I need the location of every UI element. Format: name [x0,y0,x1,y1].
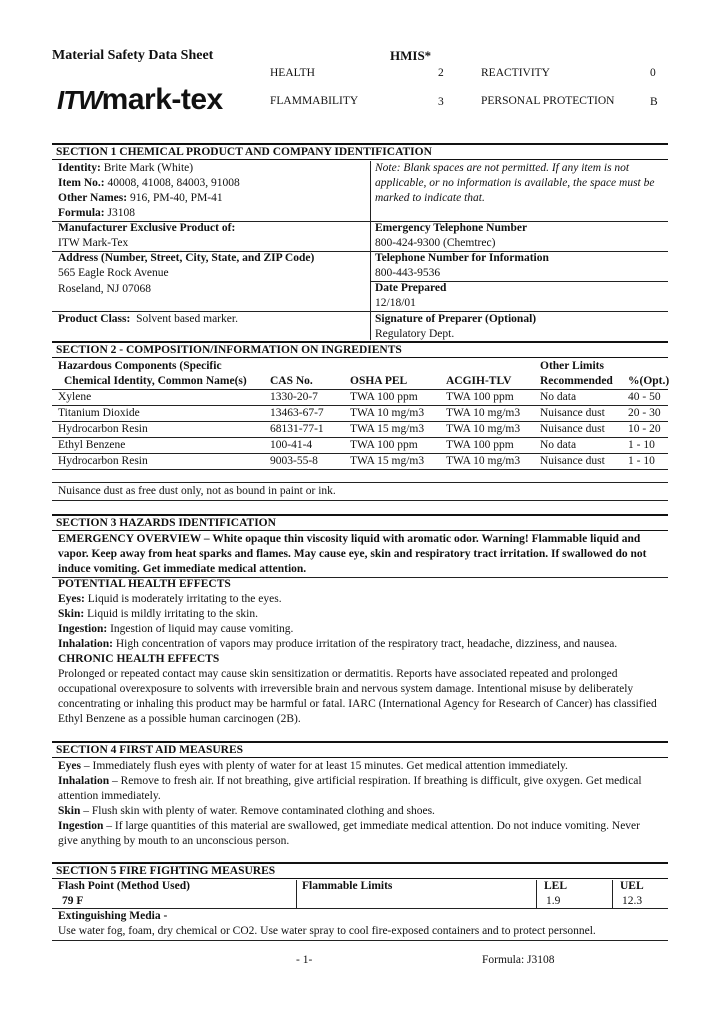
first-aid-inhalation [58,774,670,790]
first-aid-skin-text: – Flush skin with plenty of water. Remove contaminated clothing and shoes. [80,805,435,817]
item-label: Item No.: [58,177,105,189]
divider [52,940,668,941]
section-5-header [52,862,668,879]
hmis-health-value: 2 [438,67,444,79]
col-header-pct: %(Opt.) [628,375,670,387]
chronic-line-4: Ethyl Benzene as a possible human carcinogen (2B). [58,713,301,725]
hmis-reactivity-value: 0 [650,67,656,79]
preparer-value: Regulatory Dept. [375,328,455,340]
inhalation-label: Inhalation: [58,638,113,650]
emergency-value: 800-424-9300 (Chemtrec) [375,237,496,249]
note-line-3: marked to indicate that. [375,192,485,204]
item-value: 40008, 41008, 84003, 91008 [107,177,240,189]
section-1-title: SECTION 1 CHEMICAL PRODUCT AND COMPANY IDENTIFICATION [56,146,432,158]
ingestion-text: Ingestion of liquid may cause vomiting. [107,623,294,635]
first-aid-skin [58,804,670,820]
ingredient-cas: 68131-77-1 [270,423,324,435]
emergency-overview-2: vapor. Keep away from heat sparks and flames. May cause eye, skin and respiratory tract irritation. If swallowed do not [58,548,647,560]
emergency-label: Emergency Telephone Number [375,222,528,234]
inhalation-text: High concentration of vapors may produce irritation of the respiratory tract, headache, dizziness, and nausea. [112,638,618,650]
note-line-1: Note: Blank spaces are not permitted. If any item is not [375,162,630,174]
skin-effect [58,607,670,623]
date-value: 12/18/01 [375,297,416,309]
ingredient-osha: TWA 15 mg/m3 [350,423,425,435]
col-header-other-2: Recommended [540,375,613,387]
ingredient-other: No data [540,439,577,451]
address-line-1: 565 Eagle Rock Avenue [58,267,169,279]
hmis-ppe-label: PERSONAL PROTECTION [481,95,615,107]
uel-value: 12.3 [622,895,643,907]
ingredient-pct: 10 - 20 [628,423,661,435]
hmis-health-label: HEALTH [270,67,315,79]
ingredient-acgih: TWA 10 mg/m3 [446,423,521,435]
eyes-effect [58,592,670,608]
hmis-ppe-value: B [650,96,658,108]
ingredient-name: Hydrocarbon Resin [58,455,148,467]
col-header-acgih: ACGIH-TLV [446,375,512,387]
first-aid-inhalation-text: – Remove to fresh air. If not breathing, give artificial respiration. If breathing is difficult, give oxygen. Get medical [109,775,642,787]
emergency-overview-1: EMERGENCY OVERVIEW – White opaque thin viscosity liquid with aromatic odor. Warning! Flammable liquid and [58,533,641,545]
item-row [58,176,240,191]
product-class-label: Product Class: [58,313,131,325]
hmis-title: HMIS* [390,48,432,63]
section-4-header [52,741,668,758]
ingredient-name: Hydrocarbon Resin [58,423,148,435]
chronic-line-2: occupational overexposure to solvents with irreversible brain and nervous system damage. Intentional misuse by deliberately [58,683,634,695]
col-header-other-1: Other Limits [540,360,604,372]
formula-value: J3108 [107,207,135,219]
ingredient-pct: 20 - 30 [628,407,661,419]
chronic-line-3: concentrating or inhaling this product may be harmful or fatal. IARC (International Agency for Research of Cancer) has classified [58,698,657,710]
other-names-value: 916, PM-40, PM-41 [129,192,223,204]
section-4-title: SECTION 4 FIRST AID MEASURES [56,744,244,756]
info-phone-label: Telephone Number for Information [375,252,549,264]
ingredient-name: Xylene [58,391,92,403]
ingredient-osha: TWA 100 ppm [350,439,418,451]
col-header-components-2: Chemical Identity, Common Name(s) [64,375,247,387]
identity-value: Brite Mark (White) [103,162,194,174]
first-aid-eyes-label: Eyes [58,760,81,772]
first-aid-eyes [58,759,670,775]
preparer-label: Signature of Preparer (Optional) [375,313,537,325]
ingredient-osha: TWA 10 mg/m3 [350,407,425,419]
ingredient-other: Nuisance dust [540,423,605,435]
itw-mark-tex-logo [57,84,223,116]
ingredient-osha: TWA 100 ppm [350,391,418,403]
emergency-overview-3: induce vomiting. Get immediate medical attention. [58,563,307,575]
formula-label: Formula: [58,207,105,219]
date-label: Date Prepared [375,282,447,294]
ingredient-acgih: TWA 10 mg/m3 [446,407,521,419]
ingestion-label: Ingestion: [58,623,108,635]
uel-label: UEL [620,880,644,892]
extinguishing-media-label: Extinguishing Media - [58,910,168,922]
col-header-cas: CAS No. [270,375,313,387]
chronic-health-heading: CHRONIC HEALTH EFFECTS [58,653,220,665]
first-aid-ingestion-cont: give anything by mouth to an unconscious person. [58,835,290,847]
eyes-label: Eyes: [58,593,85,605]
product-class-row [58,312,238,327]
ingredient-cas: 9003-55-8 [270,455,318,467]
section-2-title: SECTION 2 - COMPOSITION/INFORMATION ON INGREDIENTS [56,344,402,356]
first-aid-eyes-text: – Immediately flush eyes with plenty of water for at least 15 minutes. Get medical attention immediately. [81,760,568,772]
hmis-reactivity-label: REACTIVITY [481,67,550,79]
lel-label: LEL [544,880,568,892]
ingredient-pct: 40 - 50 [628,391,661,403]
divider [612,880,613,908]
ingredient-cas: 13463-67-7 [270,407,324,419]
ingredient-name: Titanium Dioxide [58,407,140,419]
first-aid-ingestion-text: – If large quantities of this material are swallowed, get immediate medical attention. Do not induce vomiting. Never [103,820,640,832]
product-class-value: Solvent based marker. [136,313,238,325]
hmis-flammability-value: 3 [438,96,444,108]
flash-point-label: Flash Point (Method Used) [58,880,190,892]
ingredient-pct: 1 - 10 [628,455,655,467]
logo-itw: ITW [57,85,102,115]
section-2-header [52,341,668,358]
identity-row [58,161,193,176]
divider [52,469,668,470]
logo-mark-tex: mark-tex [101,83,223,116]
col-header-osha: OSHA PEL [350,375,408,387]
ingredient-acgih: TWA 100 ppm [446,391,514,403]
first-aid-skin-label: Skin [58,805,81,817]
eyes-text: Liquid is moderately irritating to the eyes. [84,593,282,605]
exclusive-value: ITW Mark-Tex [58,237,129,249]
note-line-2: applicable, or no information is available, the space must be [375,177,655,189]
page-number: - 1- [296,954,313,966]
skin-label: Skin: [58,608,85,620]
exclusive-label: Manufacturer Exclusive Product of: [58,222,236,234]
identity-label: Identity: [58,162,101,174]
first-aid-inhalation-label: Inhalation [58,775,110,787]
ingestion-effect [58,622,670,638]
section-1-header [52,143,668,160]
ingredient-acgih: TWA 10 mg/m3 [446,455,521,467]
ingredient-cas: 1330-20-7 [270,391,318,403]
flammable-limits-label: Flammable Limits [302,880,393,892]
flash-point-value: 79 F [62,895,84,907]
chronic-line-1: Prolonged or repeated contact may cause skin sensitization or dermatitis. Reports have associated repeated and prolonged [58,668,618,680]
other-names-row [58,191,223,206]
address-label: Address (Number, Street, City, State, and ZIP Code) [58,252,315,264]
ingredient-other: Nuisance dust [540,407,605,419]
ingredient-name: Ethyl Benzene [58,439,126,451]
potential-health-heading: POTENTIAL HEALTH EFFECTS [58,578,231,590]
skin-text: Liquid is mildly irritating to the skin. [84,608,258,620]
section-3-title: SECTION 3 HAZARDS IDENTIFICATION [56,517,276,529]
section-3-header [52,514,668,531]
formula-row [58,206,135,221]
ingredient-other: Nuisance dust [540,455,605,467]
info-phone-value: 800-443-9536 [375,267,441,279]
ingredient-acgih: TWA 100 ppm [446,439,514,451]
col-header-components-1: Hazardous Components (Specific [58,360,222,372]
address-line-2: Roseland, NJ 07068 [58,283,151,295]
ingredients-footnote: Nuisance dust as free dust only, not as bound in paint or ink. [58,485,336,497]
section-5-title: SECTION 5 FIRE FIGHTING MEASURES [56,865,276,877]
inhalation-effect [58,637,670,653]
divider [52,482,668,483]
document-title: Material Safety Data Sheet [52,48,214,63]
divider [296,880,297,908]
first-aid-ingestion-label: Ingestion [58,820,104,832]
divider [52,500,668,501]
ingredient-osha: TWA 15 mg/m3 [350,455,425,467]
hmis-flammability-label: FLAMMABILITY [270,95,359,107]
footer-formula: Formula: J3108 [482,954,555,966]
divider [536,880,537,908]
first-aid-ingestion [58,819,670,835]
extinguishing-media-text: Use water fog, foam, dry chemical or CO2. Use water spray to cool fire-exposed containers and to protect personnel. [58,925,596,937]
other-names-label: Other Names: [58,192,128,204]
lel-value: 1.9 [546,895,561,907]
first-aid-inhalation-cont: attention immediately. [58,790,161,802]
ingredient-pct: 1 - 10 [628,439,655,451]
ingredient-other: No data [540,391,577,403]
ingredient-cas: 100-41-4 [270,439,313,451]
